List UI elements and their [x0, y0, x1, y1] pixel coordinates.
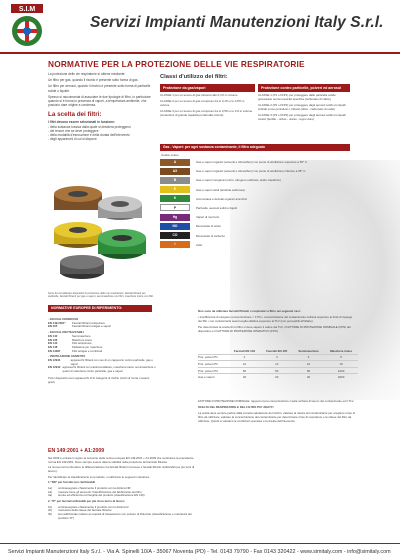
intro-line: Spesso si raccomanda di associare le due tipologie di filtro, in particolare quando si è forma in presenza di vapori, a temperatura ambiente, che possono dare origine a condensa. [48, 94, 151, 108]
norm-desc: apparecchi filtranti con elettroventilatore, maschera intera, semimaschere o quarti di maschera contro particelle, gas e vapori [62, 365, 156, 374]
gas-row [160, 176, 350, 184]
table-cell: 20 [293, 374, 324, 380]
norm-row [48, 350, 156, 354]
gas-table-header: Gas - Vapori: per ogni sostanza contaminante, il filtro adeguato [160, 144, 350, 151]
norm-desc: Filettatura per maschere [72, 344, 103, 349]
gas-class-item: CLASSE 1 per un tenore di gas inferiore allo 0,1% in volume [160, 93, 238, 97]
choice-line: - della sostanza tossica dalla quale si desidera proteggersi [48, 124, 131, 129]
norm-code: EN 149:2001* [48, 320, 66, 325]
gas-row [160, 241, 350, 249]
norm-group-title: - FACCIALI MONOUSO [48, 317, 79, 321]
gas-desc: Gas e vapori organici (solventi e idrocarburi) con punto di ebollizione superiore a 65° C [196, 160, 308, 164]
norm-desc: Facciali filtranti antigas e vapori [72, 324, 112, 329]
table-row [198, 367, 358, 374]
item-text: test addizionale relativo ai requisiti di intasamento con polvere di Dolomite (classificazione e marcatura del prodotto "D") [58, 511, 192, 520]
r-heading: 2. "R" per facciali utilizzabili per più di un turno di lavoro [48, 498, 125, 503]
norm-desc: Facciali filtranti antipolvere [72, 320, 105, 325]
gas-class-item: CLASSE 3 per un tenore di gas compreso tra lo 0,5% e lo 1% in volume (contenitori di grande capacità portati alla cintura) [160, 109, 253, 117]
item-index: 3b) [48, 511, 53, 516]
particle-class-item: CLASSE 3 (P3 o FFP3) per proteggere dagli aerosol solidi e/o liquidi tossici (berillio - nichel - uranio - legno duro) [258, 112, 346, 121]
gas-class-header: Protezione da gas/vapori [160, 84, 255, 92]
en-paragraph: La nuova norma introduce la differenziazione tra facciali filtranti monouso e facciali filtranti riutilizzabili (se più turni di lavoro). [48, 465, 195, 473]
table-row [198, 354, 358, 361]
gas-row [160, 195, 350, 203]
gas-desc: Gas e vapori inorganici (cloro, idrogeno solforato, acido cianidrico) [196, 178, 281, 183]
r-item [48, 513, 198, 520]
filter-cartridges-image [48, 180, 156, 285]
company-logo [6, 4, 48, 50]
gas-code-swatch: Hg [160, 214, 190, 221]
norms-list [48, 316, 156, 384]
item-text: marcare bene gli elementi: l'identificazione del fabbricante del filtro [58, 489, 142, 494]
gas-code-swatch: CO [160, 232, 190, 239]
gas-code-swatch: NO [160, 223, 190, 230]
table-row [198, 374, 358, 380]
table-cell: 12 [293, 361, 324, 368]
intro-line: Un filtro per aerosol, quando il rischio è presente sotto forma di particelle solide o liquide. [48, 84, 151, 93]
gas-desc: Vapori di mercurio [196, 215, 220, 220]
gas-row [160, 158, 350, 166]
particle-class-list [258, 94, 350, 124]
table-cell: 4 [228, 354, 260, 361]
norm-group-title: - VENTILAZIONE ASSISTITA [48, 354, 86, 359]
table-cell: 12 [228, 361, 260, 368]
company-name: Servizi Impianti Manutenzioni Italy S.r.l. [90, 14, 384, 31]
gas-row [160, 213, 350, 221]
table-cell: 50 [293, 367, 324, 374]
table-header-cell: Facciali EN 149 [233, 348, 255, 353]
table-cell: 50 [228, 367, 260, 374]
table-cell: 1000 [324, 367, 358, 374]
gas-code-swatch: P [160, 204, 190, 211]
norm-desc: Maschere intere [72, 337, 93, 342]
norm-code: EN 148 [48, 344, 58, 349]
footer [0, 543, 400, 560]
norm-code: EN 14387 [48, 348, 61, 353]
norm-code: EN 143 [48, 341, 58, 346]
particle-class-header: Protezione contro particelle, polveri ed aerosol [258, 84, 350, 92]
en-subline: Per identificare la classificazione sul prodotto, si utilizzano le seguenti marcature: [48, 474, 150, 479]
norm-group-title: - FACCIALI RIUTILIZZABILI [48, 330, 84, 335]
item-text: marcatura della classe del facciale filtrante [58, 508, 112, 513]
table-header-cell: Facciali EN 405 [266, 348, 288, 353]
norm-code: EN 12941 [48, 358, 61, 363]
gas-row [160, 167, 350, 175]
nr-heading: 1."NR" per facciali non riutilizzabili [48, 480, 96, 485]
norm-desc: Semimaschere [72, 333, 91, 338]
item-index: 3a) [48, 493, 53, 498]
table-header-cell: Semimaschere [298, 348, 319, 353]
gas-code-swatch: I [160, 241, 190, 248]
norms-header: NORMATIVE EUROPEE DI RIFERIMENTO: [48, 305, 152, 312]
table-header-cell: Maschere intere [330, 348, 353, 353]
table-cell: Prot. polveri P2 [198, 361, 228, 368]
gas-desc: Particelle, aerosol solidi e liquidi [196, 205, 237, 210]
item-text: tenuta ed efficienza ed integrità del prodotto (classificazione EN 149) [58, 493, 145, 498]
particle-class-item: CLASSE 1 (P1 o FFP1) per proteggere dalle particelle solide grossolane senza tossicità specifica (carbonato di calcio) [258, 93, 336, 101]
gas-row [160, 222, 350, 230]
table-cell: 4 [293, 354, 324, 361]
classes-heading: Classi d'utilizzo dei filtri: [160, 74, 228, 80]
gas-code-swatch: E [160, 186, 190, 193]
norm-note: Tutti i dispositivi sono apparecchi di III categoria di rischio (rischi di morte o lesioni gravi) [48, 375, 150, 384]
gas-desc: Gas e vapori acidi (anidride solforosa) [196, 187, 245, 192]
norm-code: EN 140 [48, 333, 58, 338]
item-index: 2b) [48, 508, 53, 513]
norm-code: EN 12942 [48, 365, 61, 370]
gas-class-list [160, 94, 254, 120]
en-section-heading: EN 149:2001 + A1:2009 [48, 448, 105, 454]
filter-caption: Sono da considerare dispositivi di protezione delle vie respiratorie: facciali filtranti per particelle, facciali filtranti per gas e vapori, semimaschere con filtri, maschere intere con filtri. [48, 292, 154, 299]
gas-code-swatch: K [160, 195, 190, 202]
table-cell: Prot. polveri P3 [198, 367, 228, 374]
gas-desc: Ammoniaca e derivati organici amminici [196, 196, 247, 201]
table-cell: 50 [261, 367, 293, 374]
protection-factor-table [198, 348, 358, 380]
particle-class-item: CLASSE 2 (P2 o FFP2) per proteggere dagli aerosol solidi e/o liquidi indicati come pericolosi o irritanti (silice - carbonato di sodio) [258, 102, 346, 111]
item-index: 2a) [48, 489, 53, 494]
footer-text: Servizi Impianti Manutenzioni Italy S.r.l. - Via A. Spinelli 10/A - 35067 Noventa (PD) - Tel. 0143 79790 - Fax 0143 320422 - www.simitaly.com - info@simitaly.com [8, 549, 391, 555]
table-cell: 5 [324, 354, 358, 361]
choice-line: - del tenore che se deve proteggere [48, 128, 99, 133]
gas-row [160, 232, 350, 240]
paragraph: SCELTA DEL RESPIRATORE E DEL FILTRO PIU' ADATTI [198, 405, 274, 410]
gas-color-table [160, 158, 350, 250]
color-code-label: Codice colore [161, 153, 179, 157]
choice-line: I filtri devono essere selezionati in funzione: [48, 120, 115, 125]
norm-code: EN 136 [48, 337, 58, 342]
table-cell: 20 [228, 374, 260, 380]
gas-desc: Monossido di carbonio [196, 233, 225, 238]
table-cell: 2000 [324, 374, 358, 380]
gas-class-item: CLASSE 2 per un tenore di gas compreso tra lo 0,1% e lo 0,5% in volume [160, 99, 245, 107]
paragraph: La scelta deve sempre partire dalla corretta valutazione del rischio: valutare la natura del contaminante per scegliere il tipo di filtro da utilizzare; valutare la concentrazione del contaminante per determinare il tipo di respiratore e la classe del filtro da utilizzare. Quindi si valutano le condizioni operative e la durata dell'intervento. [198, 411, 355, 423]
gas-desc: Gas e vapori organici (solventi e idrocarburi) con punto di ebollizione inferiore a 65° C [196, 169, 306, 174]
en-paragraph: Nel 2009 è entrata in vigore la revisione della norma europea EN 149:2001 + A1:2009 che sostituisce la precedente norma EN 149:2001. Deve sempre essere data la stabilità nella protezione del facciale filtrante. [48, 456, 194, 464]
gas-code-swatch: AX [160, 168, 190, 175]
choice-line: - degli apparecchi di cui si dispone [48, 137, 97, 142]
paragraph: Per determinare la scelta di un filtro si deve sapere il valore del TLV, il FATTORE DI PROTEZIONE NOMINALE (FPN) del dispositivo e il FATTORE DI PROTEZIONE OPERATIVO (FPO). [198, 324, 351, 333]
gas-row [160, 186, 350, 194]
norm-desc: Filtri antipolvere [72, 341, 92, 346]
header-divider [0, 52, 400, 54]
nr-item [48, 494, 198, 498]
table-cell: Gas e vapori [198, 374, 228, 380]
table-cell: 12 [261, 361, 293, 368]
svg-text:S.I.M: S.I.M [18, 6, 36, 13]
norm-row [48, 325, 156, 329]
item-text: contrassegnare chiaramente il prodotto con la dicitura R [58, 504, 129, 509]
item-index: 1b) [48, 504, 53, 509]
header [0, 0, 400, 55]
table-cell: 16 [324, 361, 358, 368]
gas-code-swatch: A [160, 159, 190, 166]
intro-column [48, 72, 156, 141]
norm-desc: apparecchi filtranti con uso di un cappuccio contro particelle, gas e vapori [70, 358, 153, 366]
table-cell: 20 [261, 374, 293, 380]
gas-desc: Iodio [196, 242, 203, 247]
page-title: NORMATIVE PER LA PROTEZIONE DELLE VIE RESPIRATORIE [48, 59, 305, 69]
paragraph: Non sono da utilizzare facciali filtranti o respiratori a filtro nei seguenti casi: [198, 309, 301, 313]
choice-heading: La scelta dei filtri: [48, 111, 102, 119]
intro-line: Un filtro per gas, quando il rischio è presente sotto forma di gas. [48, 78, 139, 83]
norm-row [48, 366, 156, 373]
norm-desc: Filtri antigas e combinati [72, 348, 103, 353]
table-cell: Prot. polveri P1 [198, 354, 228, 361]
selection-notes [198, 400, 356, 426]
en-section-body [48, 457, 198, 520]
usage-notes [198, 310, 356, 336]
norm-code: EN 405 [48, 324, 58, 329]
paragraph: • insufficienza di ossigeno (concentrazione < 17%) • concentrazione del contaminante nell'aria superiore ai limiti di impiego dei filtri • con contaminanti aventi soglia olfattiva superiore al TLV (non percepibili all'olfatto). [198, 315, 353, 323]
table-cell: 4 [261, 354, 293, 361]
item-text: contrassegnare chiaramente il prodotto con la dicitura NR [58, 485, 131, 490]
choice-line: - della modalità d'esecuzione e della durata dell'intervento [48, 133, 130, 138]
intro-line: La protezione delle vie respiratorie si ottiene mediante: [48, 72, 126, 76]
gas-row [160, 204, 350, 212]
gas-code-swatch: B [160, 177, 190, 184]
item-index: 1a) [48, 485, 53, 490]
paragraph: FATTORE DI PROTEZIONE NOMINALE: rapporto tra la concentrazione media nell'aria di lavoro del contaminante ed il TLV. [198, 399, 355, 403]
gas-desc: Monossido di azoto [196, 224, 221, 229]
table-row [198, 361, 358, 368]
